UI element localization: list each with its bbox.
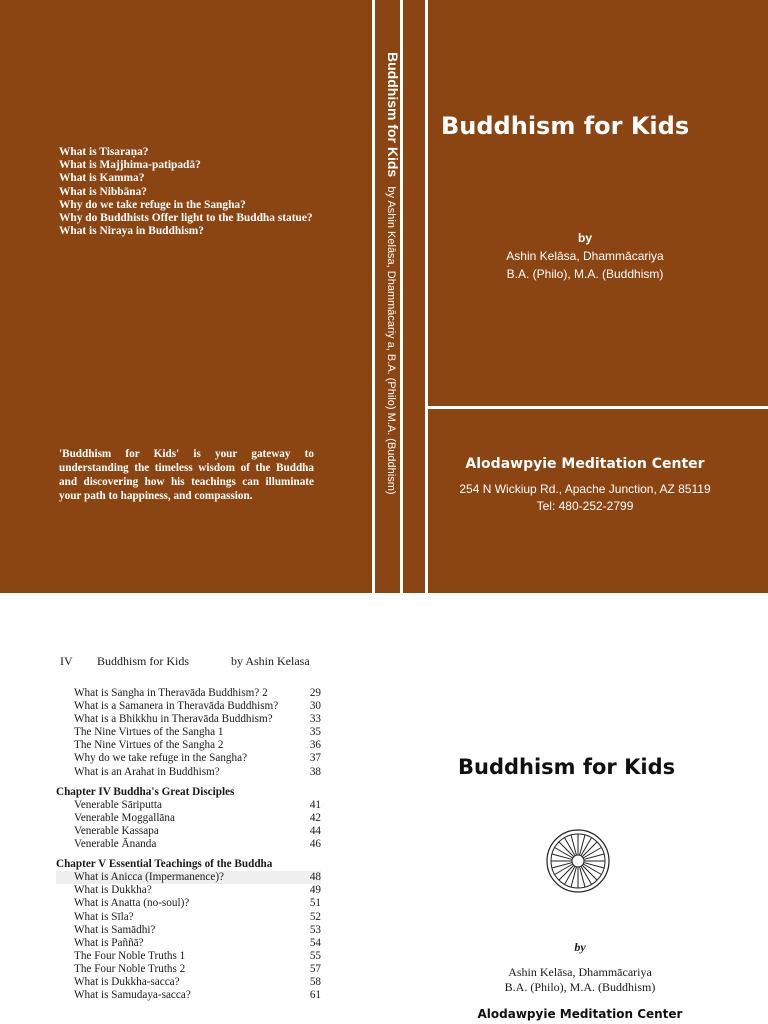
toc-row <box>56 884 321 897</box>
toc-running-title: Buddhism for Kids <box>97 654 190 668</box>
spine-author: by Ashin Kelāsa, Dhammācariy a, B.A. (Philo) M.A. (Buddhism) <box>385 186 397 495</box>
toc-page: 41 <box>309 798 321 811</box>
wheel-spoke <box>580 835 585 855</box>
toc-entry: What is Samādhi? <box>74 923 156 936</box>
toc-entry: What is an Arahat in Buddhism? <box>74 765 220 778</box>
toc-chapter-heading: Chapter V Essential Teachings of the Buddha <box>56 858 273 871</box>
toc-row <box>56 812 321 825</box>
toc-page: 36 <box>309 739 321 752</box>
toc-row <box>56 950 321 963</box>
toc-page: 61 <box>309 989 321 1002</box>
question-item: Why do Buddhists Offer light to the Buddha statue? <box>59 212 313 225</box>
toc-entry: What is a Samanera in Theravāda Buddhism? <box>74 700 279 713</box>
toc-page: 29 <box>309 687 321 699</box>
toc-row <box>56 766 321 779</box>
title-page-author: Ashin Kelāsa, Dhammācariya <box>508 965 652 979</box>
toc-row <box>56 687 321 700</box>
toc-entry: What is Dukkha-sacca? <box>74 975 180 988</box>
toc-entry: The Nine Virtues of the Sangha 2 <box>74 739 224 752</box>
question-item: Why do we take refuge in the Sangha? <box>59 198 246 211</box>
question-item: What is Nibbāna? <box>59 185 147 198</box>
toc-entry: What is Paññā? <box>74 936 144 949</box>
toc-row <box>56 825 321 838</box>
cover-rule-left <box>372 0 375 593</box>
wheel-spoke <box>571 867 576 887</box>
spine-title: Buddhism for Kids <box>385 52 401 178</box>
toc-page: 53 <box>309 923 321 936</box>
toc-page: 42 <box>309 811 321 824</box>
toc-entry: Venerable Sāriputta <box>74 798 162 811</box>
front-cover-author-block <box>430 229 740 283</box>
toc-page: 49 <box>309 884 321 897</box>
toc-page: 33 <box>309 713 321 726</box>
toc-entry: What is Samudaya-sacca? <box>74 989 191 1002</box>
title-page-by: by <box>574 940 586 954</box>
toc-row <box>56 976 321 989</box>
back-cover-questions <box>59 146 313 238</box>
wheel-spoke <box>584 854 604 859</box>
toc-row <box>56 963 321 976</box>
toc-entry: What is Sangha in Theravāda Buddhism? 2 <box>74 687 268 699</box>
wheel-spoke <box>552 854 572 859</box>
toc-row <box>56 911 321 924</box>
toc-page: 46 <box>309 838 321 851</box>
front-address: 254 N Wickiup Rd., Apache Junction, AZ 85119 <box>459 482 711 496</box>
front-author: Ashin Kelāsa, Dhammācariya <box>506 249 664 263</box>
toc-row <box>56 726 321 739</box>
cover-rule-horizontal <box>425 406 768 409</box>
toc-chapter-heading: Chapter IV Buddha's Great Disciples <box>56 785 235 798</box>
toc-page: 35 <box>309 726 321 739</box>
toc-entry: Why do we take refuge in the Sangha? <box>74 752 248 765</box>
toc-running-author: by Ashin Kelasa <box>231 654 310 668</box>
wheel-spoke <box>584 863 604 868</box>
toc-page: 52 <box>309 910 321 923</box>
toc-entry: What is Anicca (Impermanence)? <box>74 871 225 884</box>
wheel-spoke <box>580 867 585 887</box>
toc-page: 37 <box>309 752 321 765</box>
toc-page: 55 <box>309 949 321 962</box>
toc-entry: Venerable Moggallāna <box>74 811 175 824</box>
toc-row <box>56 871 321 884</box>
front-cover-title: Buddhism for Kids <box>441 112 690 140</box>
toc-row <box>56 989 321 1002</box>
toc-entry: The Four Noble Truths 1 <box>74 949 186 962</box>
back-cover-blurb: 'Buddhism for Kids' is your gateway to understanding the timeless wisdom of the Buddha and discovering how his teachings can illuminate your path to happiness, and compassion. <box>59 448 314 502</box>
toc-entry: What is Dukkha? <box>74 884 152 897</box>
toc-row <box>56 924 321 937</box>
front-contact <box>430 481 740 515</box>
title-page-title: Buddhism for Kids <box>458 755 676 779</box>
front-center-name: Alodawpyie Meditation Center <box>465 456 705 472</box>
toc-page: 58 <box>309 975 321 988</box>
front-degrees: B.A. (Philo), M.A. (Buddhism) <box>506 267 664 281</box>
table-of-contents <box>56 687 321 1002</box>
toc-entry: What is Sīla? <box>74 910 134 923</box>
toc-page: 38 <box>309 765 321 778</box>
toc-page: 51 <box>309 897 321 910</box>
question-item: What is Tisaraṇa? <box>59 146 149 158</box>
front-by: by <box>577 231 592 245</box>
toc-page: 48 <box>309 871 321 884</box>
toc-entry: The Four Noble Truths 2 <box>74 962 186 975</box>
toc-page: 44 <box>309 824 321 837</box>
toc-page-number: IV <box>60 654 73 668</box>
spine-text <box>385 52 401 495</box>
title-page-author-block <box>430 965 730 995</box>
toc-row <box>56 799 321 812</box>
toc-page: 54 <box>309 936 321 949</box>
title-page-degrees: B.A. (Philo), M.A. (Buddhism) <box>504 980 656 994</box>
toc-row <box>56 838 321 851</box>
toc-page: 30 <box>309 700 321 713</box>
toc-entry: Venerable Kassapa <box>74 824 159 837</box>
wheel-spoke <box>571 835 576 855</box>
question-item: What is Niraya in Buddhism? <box>59 225 204 238</box>
toc-row <box>56 752 321 765</box>
title-page-center: Alodawpyie Meditation Center <box>477 1007 683 1021</box>
toc-row <box>56 937 321 950</box>
toc-entry: Venerable Ānanda <box>74 838 157 851</box>
wheel-spoke <box>552 863 572 868</box>
dharma-wheel-icon <box>545 828 611 894</box>
toc-row <box>56 713 321 726</box>
front-tel: Tel: 480-252-2799 <box>536 499 634 513</box>
toc-entry: What is Anatta (no-soul)? <box>74 897 190 910</box>
toc-row <box>56 897 321 910</box>
cover-rule-right <box>425 0 428 593</box>
toc-page: 57 <box>309 962 321 975</box>
question-item: What is Majjhima-patipadā? <box>59 159 201 172</box>
toc-entry: What is a Bhikkhu in Theravāda Buddhism? <box>74 713 273 726</box>
question-item: What is Kamma? <box>59 172 145 185</box>
toc-row <box>56 700 321 713</box>
toc-entry: The Nine Virtues of the Sangha 1 <box>74 726 224 739</box>
toc-row <box>56 739 321 752</box>
